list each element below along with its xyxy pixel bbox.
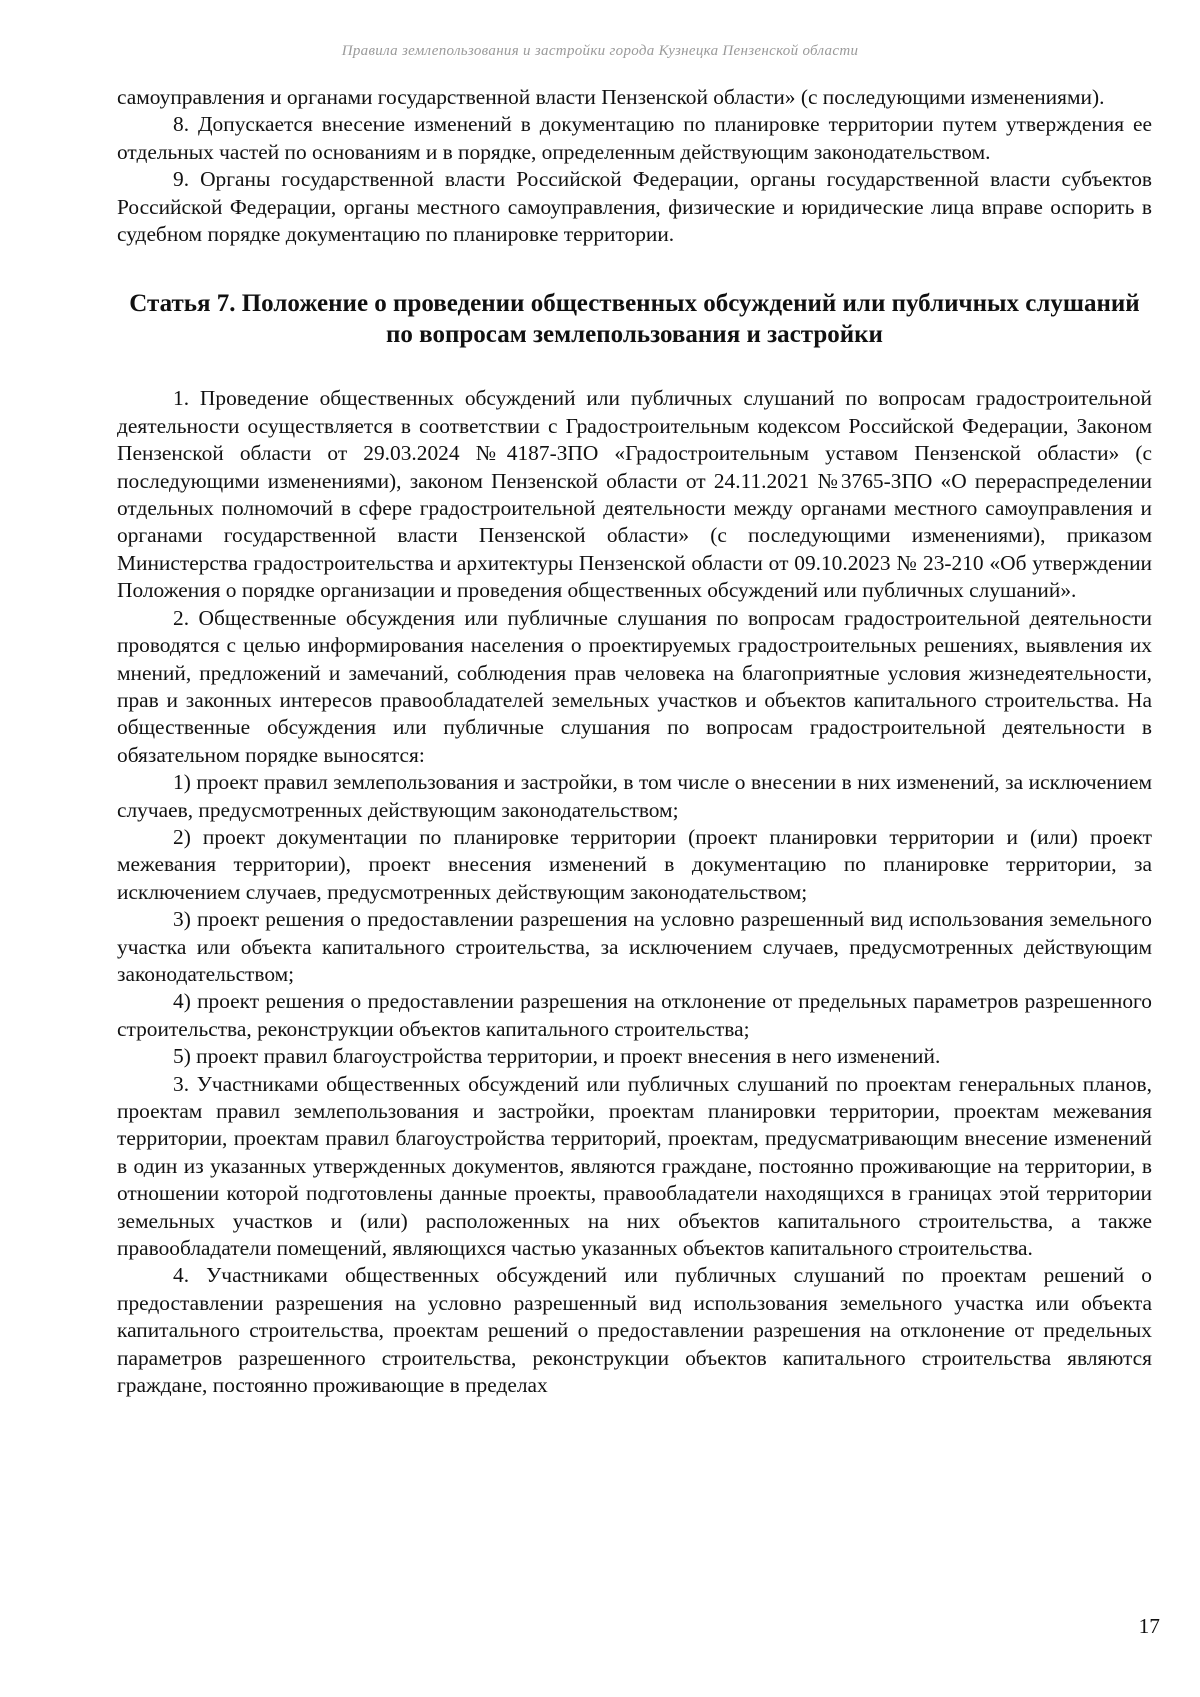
article-heading: Статья 7. Положение о проведении общественных обсуждений или публичных слушаний по вопросам землепользования и застройки (129, 290, 1140, 349)
list-item-4: 4) проект решения о предоставлении разрешения на отклонение от предельных параметров разрешенного строительства, реконструкции объектов капитального строительства; (117, 989, 1152, 1041)
list-item-2: 2) проект документации по планировке территории (проект планировки территории и (или) проект межевания территории), проект внесения изменений в документацию по планировке территории, за исключением случаев, предусмотренных действующим законодательством; (117, 824, 1152, 904)
paragraph-item-1: 1. Проведение общественных обсуждений или публичных слушаний по вопросам градостроительной деятельности осуществляется в соответствии с Градостроительным кодексом Российской Федерации, Законом Пензенской области от 29.03.2024 №4187-ЗПО «Градостроительным уставом Пензенской области» (с последующими изменениями), законом Пензенской области от 24.11.2021 №3765-ЗПО «О перераспределении отдельных полномочий в сфере градостроительной деятельности между органами местного самоуправления и органами государственной власти Пензенской области» (с последующими изменениями), приказом Министерства градостроительства и архитектуры Пензенской области от 09.10.2023 № 23-210 «Об утверждении Положения о порядке организации и проведения общественных обсуждений или публичных слушаний». (117, 386, 1152, 603)
list-item-1: 1) проект правил землепользования и застройки, в том числе о внесении в них изменений, за исключением случаев, предусмотренных действующим законодательством; (117, 770, 1152, 822)
paragraph-item-9: 9. Органы государственной власти Российской Федерации, органы государственной власти субъектов Российской Федерации, органы местного самоуправления, физические и юридические лица вправе оспорить в судебном порядке документацию по планировке территории. (117, 167, 1152, 247)
paragraph-continuation: самоуправления и органами государственной власти Пензенской области» (с последующими изменениями). (117, 85, 1105, 109)
paragraph-item-4: 4. Участниками общественных обсуждений или публичных слушаний по проектам решений о предоставлении разрешения на условно разрешенный вид использования земельного участка или объекта капитального строительства, проектам решений о предоставлении разрешения на отклонение от предельных параметров разрешенного строительства, реконструкции объектов капитального строительства являются граждане, постоянно проживающие в пределах (117, 1263, 1152, 1398)
running-header: Правила землепользования и застройки города Кузнецка Пензенской области (341, 43, 859, 59)
list-item-3: 3) проект решения о предоставлении разрешения на условно разрешенный вид использования земельного участка или объекта капитального строительства, за исключением случаев, предусмотренных действующим законодательством; (117, 907, 1152, 986)
paragraph-item-2: 2. Общественные обсуждения или публичные слушания по вопросам градостроительной деятельности проводятся с целью информирования населения о проектируемых градостроительных решениях, выявления их мнений, предложений и замечаний, соблюдения прав человека на благоприятные условия жизнедеятельности, прав и законных интересов правообладателей земельных участков и объектов капитального строительства. На общественные обсуждения или публичные слушания по вопросам градостроительной деятельности в обязательном порядке выносятся: (117, 605, 1152, 767)
list-item-5: 5) проект правил благоустройства территории, и проект внесения в него изменений. (173, 1044, 941, 1069)
paragraph-item-3: 3. Участниками общественных обсуждений или публичных слушаний по проектам генеральных планов, проектам правил землепользования и застройки, проектам планировки территории, проектам межевания территории, проектам правил благоустройства территорий, проектам, предусматривающим внесение изменений в один из указанных утвержденных документов, являются граждане, постоянно проживающие на территории, в отношении которой подготовлены данные проекты, правообладатели находящихся в границах этой территории земельных участков и (или) расположенных на них объектов капитального строительства, а также правообладатели помещений, являющихся частью указанных объектов капитального строительства. (117, 1071, 1152, 1261)
paragraph-item-8: 8. Допускается внесение изменений в документацию по планировке территории путем утверждения ее отдельных частей по основаниям и в порядке, определенным действующим законодательством. (117, 112, 1152, 164)
page-content (117, 84, 1152, 1399)
page-number: 17 (1138, 1614, 1160, 1638)
